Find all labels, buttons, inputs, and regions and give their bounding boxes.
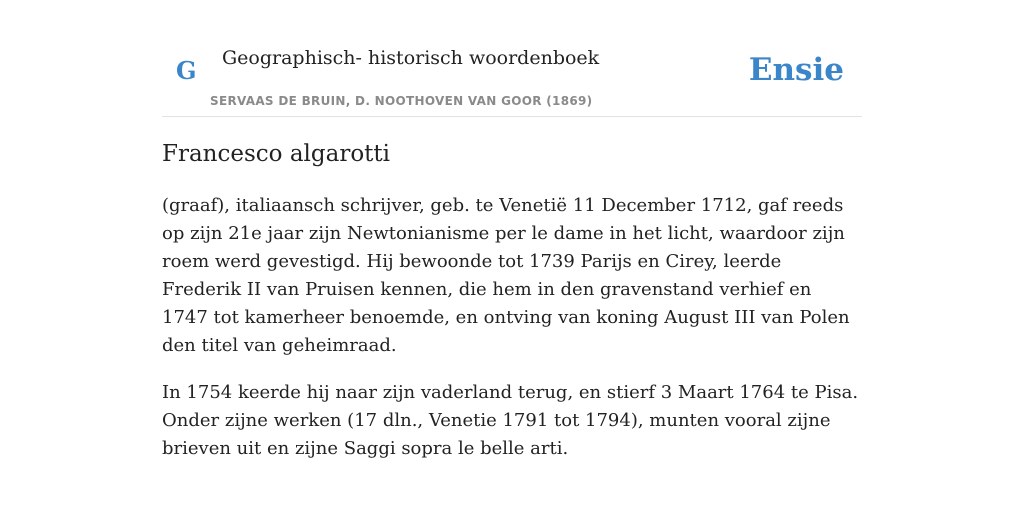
header: [162, 0, 862, 117]
book-logo-icon: G: [176, 56, 197, 85]
article-paragraph: (graaf), italiaansch schrijver, geb. te Venetië 11 December 1712, gaf reeds op zijn 21e jaar zijn Newtonianisme per le dame in het licht, waardoor zijn roem werd gevestigd. Hij bewoonde tot 1739 Parijs en Cirey, leerde Frederik II van Pruisen kennen, die hem in den gravenstand verhief en 1747 tot kamerheer benoemde, en ontving van koning August III van Polen den titel van geheimraad.: [162, 195, 850, 356]
article-paragraph: In 1754 keerde hij naar zijn vaderland terug, en stierf 3 Maart 1764 te Pisa. Onder zijne werken (17 dln., Venetie 1791 tot 1794), munten vooral zijne brieven uit en zijne Saggi sopra le belle arti.: [162, 382, 859, 459]
article: [162, 136, 862, 463]
book-authors: SERVAAS DE BRUIN, D. NOOTHOVEN VAN GOOR (1869): [210, 94, 593, 108]
book-title[interactable]: Geographisch- historisch woordenboek: [222, 47, 600, 69]
entry-title: Francesco algarotti: [162, 141, 391, 167]
ensie-logo-link[interactable]: Ensie: [748, 52, 844, 88]
